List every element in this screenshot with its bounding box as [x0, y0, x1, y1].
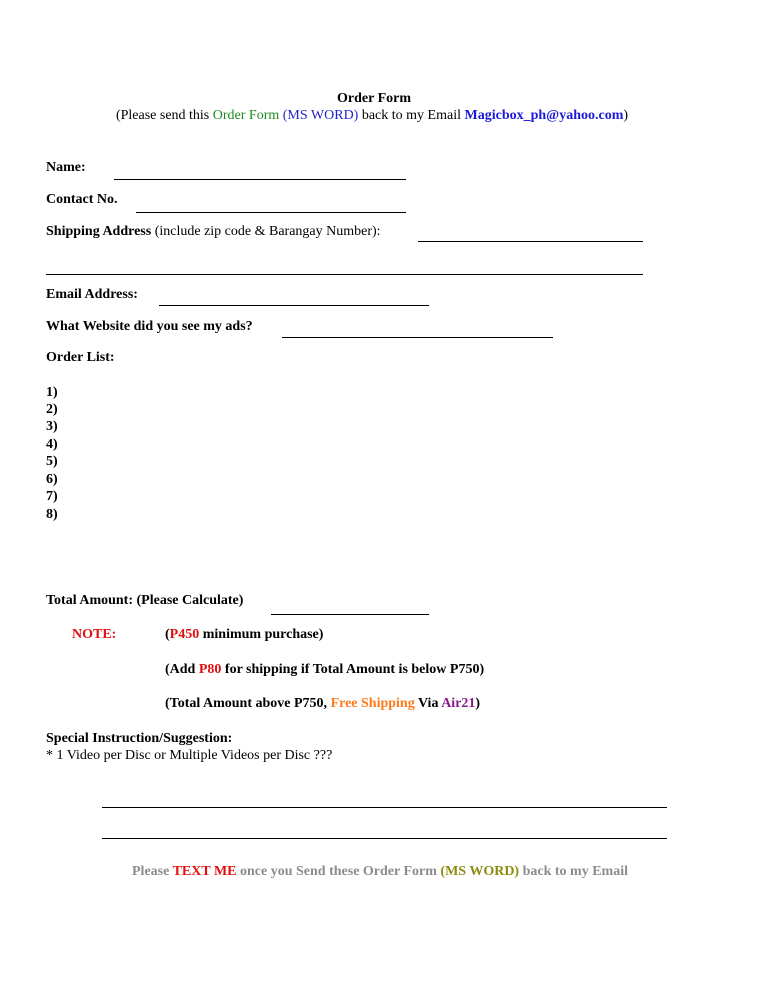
note3-via: Via	[414, 696, 442, 711]
note-label: NOTE:	[72, 627, 117, 642]
order-item: 3)	[46, 419, 58, 434]
subtitle-order-form: Order Form	[212, 108, 280, 123]
note1-open: (	[165, 627, 170, 642]
order-item: 6)	[46, 472, 58, 487]
website-field-line[interactable]	[282, 337, 553, 338]
footer-text-me: TEXT ME	[172, 864, 237, 879]
subtitle-mid: back to my Email	[358, 108, 465, 123]
order-item: 1)	[46, 385, 58, 400]
shipping-note: (include zip code & Barangay Number):	[151, 224, 381, 239]
shipping-field-line-1[interactable]	[418, 241, 643, 242]
order-item: 5)	[46, 454, 58, 469]
footer-note	[0, 863, 760, 880]
website-label: What Website did you see my ads?	[46, 319, 253, 334]
note1-price: P450	[169, 627, 200, 642]
note-shipping-fee	[165, 661, 484, 678]
footer-ms-word: (MS WORD)	[440, 864, 520, 879]
subtitle-pre: (Please send this	[115, 108, 213, 123]
email-address-link[interactable]: Magicbox_ph@yahoo.com	[464, 108, 624, 123]
note-minimum-purchase	[165, 626, 323, 643]
order-item: 7)	[46, 489, 58, 504]
shipping-label	[46, 223, 381, 240]
total-amount-field-line[interactable]	[271, 614, 429, 615]
note-free-shipping	[165, 695, 480, 712]
note2-price: P80	[198, 662, 222, 677]
shipping-label-text: Shipping Address	[46, 224, 152, 239]
name-label: Name:	[46, 160, 86, 175]
note3-air21: Air21	[441, 696, 476, 711]
special-instruction-text: * 1 Video per Disc or Multiple Videos per Disc ???	[46, 748, 333, 763]
subtitle-ms-word: (MS WORD)	[279, 108, 359, 123]
footer-mid: once you Send these Order Form	[236, 864, 441, 879]
note2-pre: (Add	[165, 662, 199, 677]
subtitle-close: )	[623, 108, 629, 123]
note1-rest: minimum purchase)	[199, 627, 324, 642]
order-item: 8)	[46, 507, 58, 522]
contact-field-line[interactable]	[136, 212, 406, 213]
shipping-field-line-2[interactable]	[46, 274, 643, 275]
footer-pre: Please	[132, 864, 173, 879]
email-label: Email Address:	[46, 287, 138, 302]
special-instruction-label: Special Instruction/Suggestion:	[46, 731, 233, 746]
contact-label: Contact No.	[46, 192, 118, 207]
note2-rest: for shipping if Total Amount is below P750)	[221, 662, 485, 677]
form-subtitle	[0, 107, 744, 124]
order-list-label: Order List:	[46, 350, 115, 365]
note3-close: )	[475, 696, 481, 711]
order-item: 4)	[46, 437, 58, 452]
order-item: 2)	[46, 402, 58, 417]
email-field-line[interactable]	[159, 305, 429, 306]
special-instruction-line-1[interactable]	[102, 807, 667, 808]
total-amount-label: Total Amount: (Please Calculate)	[46, 593, 244, 608]
name-field-line[interactable]	[114, 179, 406, 180]
note3-free-shipping: Free Shipping	[330, 696, 415, 711]
note3-pre: (Total Amount above P750,	[165, 696, 331, 711]
page-title: Order Form	[337, 91, 411, 106]
special-instruction-line-2[interactable]	[102, 838, 667, 839]
footer-end: back to my Email	[519, 864, 628, 879]
